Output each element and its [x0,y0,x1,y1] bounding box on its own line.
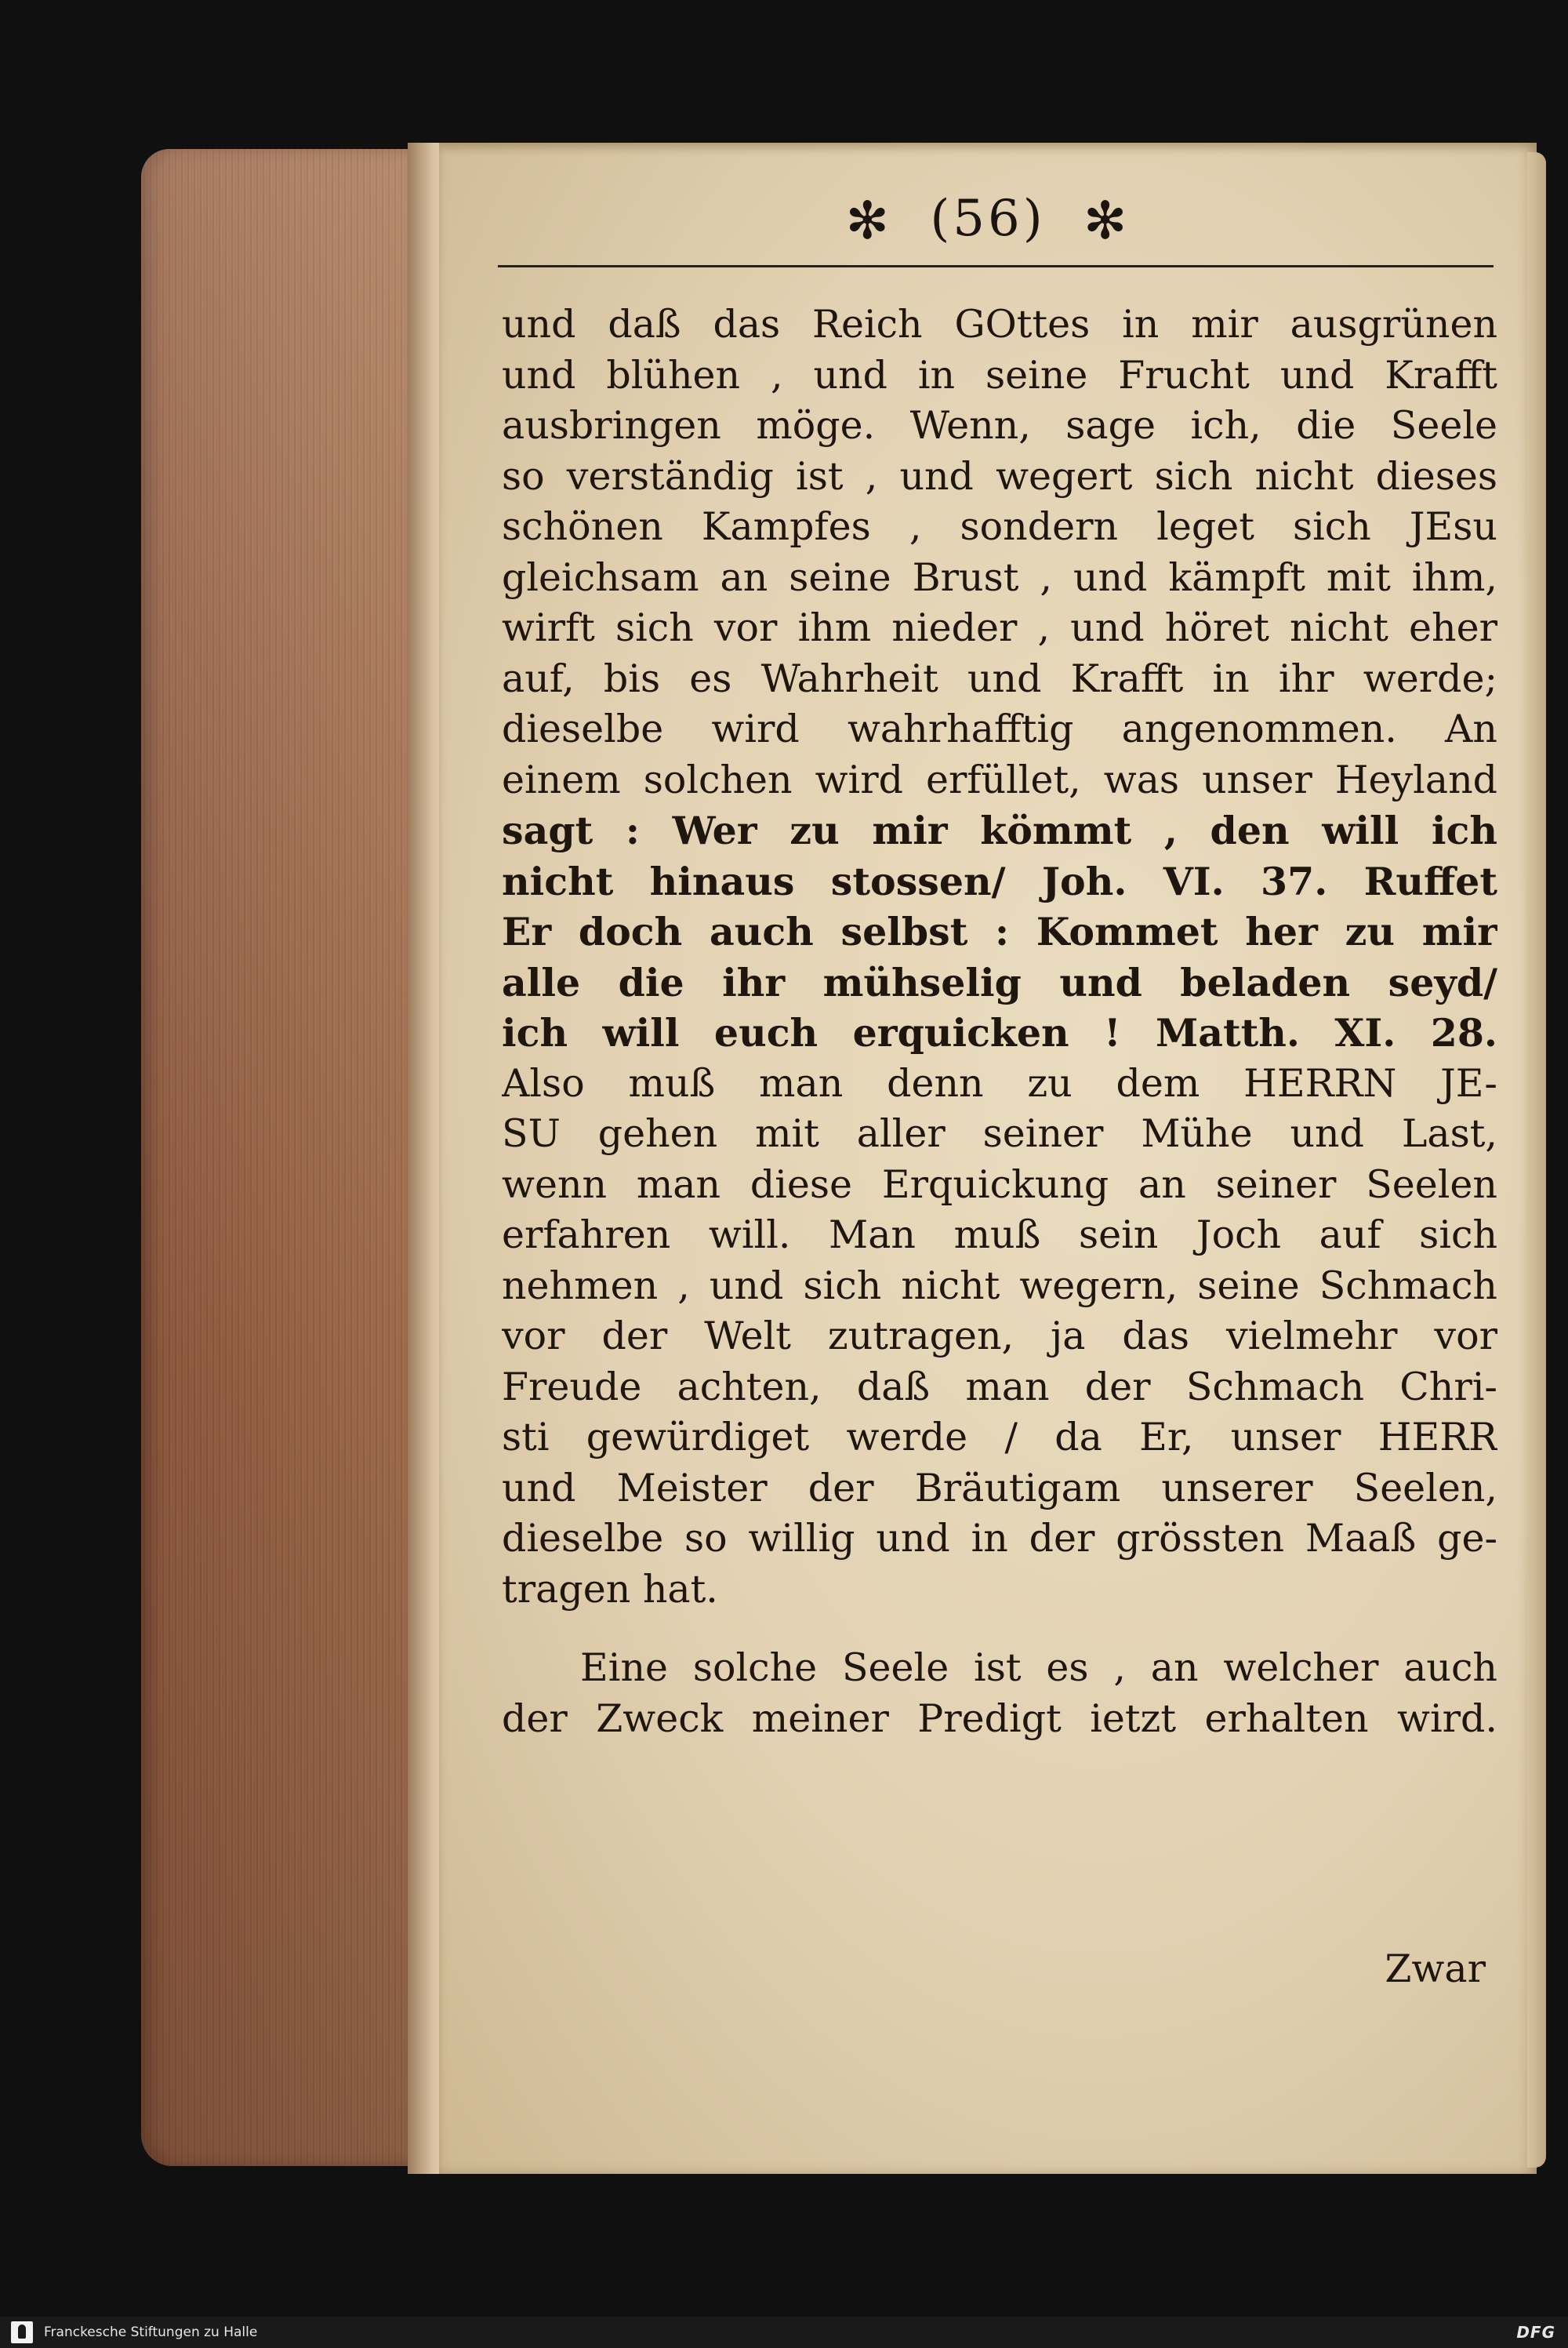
paragraph-gap [502,1615,1497,1643]
text-line: wenn man diese Erquickung an seiner Seelen [502,1161,1497,1207]
text-line: und daß das Reich GOttes in mir ausgrünen [502,302,1497,347]
text-line: sagt : Wer zu mir kömmt , den will ich [502,808,1497,853]
ornament-star-left-icon: ✻ [845,191,892,251]
text-line: Freude achten, daß man der Schmach Chri- [502,1364,1497,1409]
text-line: alle die ihr mühselig und beladen seyd/ [502,959,1497,1005]
page-header [439,190,1537,251]
text-line: Er doch auch selbst : Kommet her zu mir [502,909,1497,954]
text-line: Also muß man denn zu dem HERRN JE- [502,1060,1497,1106]
text-line: ausbringen möge. Wenn, sage ich, die Seele [502,403,1497,448]
text-line: dieselbe so willig und in der grössten Maaß ge- [502,1516,1497,1561]
text-line: ich will euch erquicken ! Matth. XI. 28. [502,1010,1497,1056]
text-line: der Zweck meiner Predigt ietzt erhalten wird. [502,1696,1497,1741]
text-line: gleichsam an seine Brust , und kämpft mit ihm, [502,554,1497,600]
header-rule [498,265,1494,267]
ornament-star-right-icon: ✻ [1083,191,1131,251]
institution-logo-icon [11,2321,33,2343]
institution-name: Franckesche Stiftungen zu Halle [44,2324,258,2340]
text-line: auf, bis es Wahrheit und Krafft in ihr werde; [502,656,1497,701]
text-line: so verständig ist , und wegert sich nicht dieses [502,453,1497,499]
text-line: und blühen , und in seine Frucht und Krafft [502,352,1497,398]
viewer-footer [0,2317,1568,2348]
book [141,143,1544,2174]
text-line: vor der Welt zutragen, ja das vielmehr vor [502,1314,1497,1358]
book-fore-edge [141,149,431,2166]
page-number: (56) [930,190,1046,248]
text-line: sti gewürdiget werde / da Er, unser HERR [502,1415,1497,1459]
dfg-logo: DFG [1516,2323,1555,2342]
text-line: einem solchen wird erfüllet, was unser Heyland [502,757,1497,802]
text-line: dieselbe wird wahrhafftig angenommen. An [502,707,1497,751]
text-line: SU gehen mit aller seiner Mühe und Last, [502,1111,1497,1156]
text-line: Eine solche Seele ist es , an welcher auch [580,1645,1497,1690]
page-edge [1527,152,1546,2168]
catchword: Zwar [1385,1946,1486,1991]
text-line: wirft sich vor ihm nieder , und höret nicht eher [502,605,1497,650]
text-line: tragen hat. [502,1566,718,1612]
text-line: nicht hinaus stossen/ Joh. VI. 37. Ruffet [502,858,1497,904]
text-line: erfahren will. Man muß sein Joch auf sich [502,1212,1497,1257]
text-line: nehmen , und sich nicht wegern, seine Schmach [502,1263,1497,1308]
book-page [439,143,1537,2174]
page-body-text [502,300,1497,1744]
text-line: und Meister der Bräutigam unserer Seelen, [502,1465,1497,1510]
text-line: schönen Kampfes , sondern leget sich JEsu [502,504,1497,549]
